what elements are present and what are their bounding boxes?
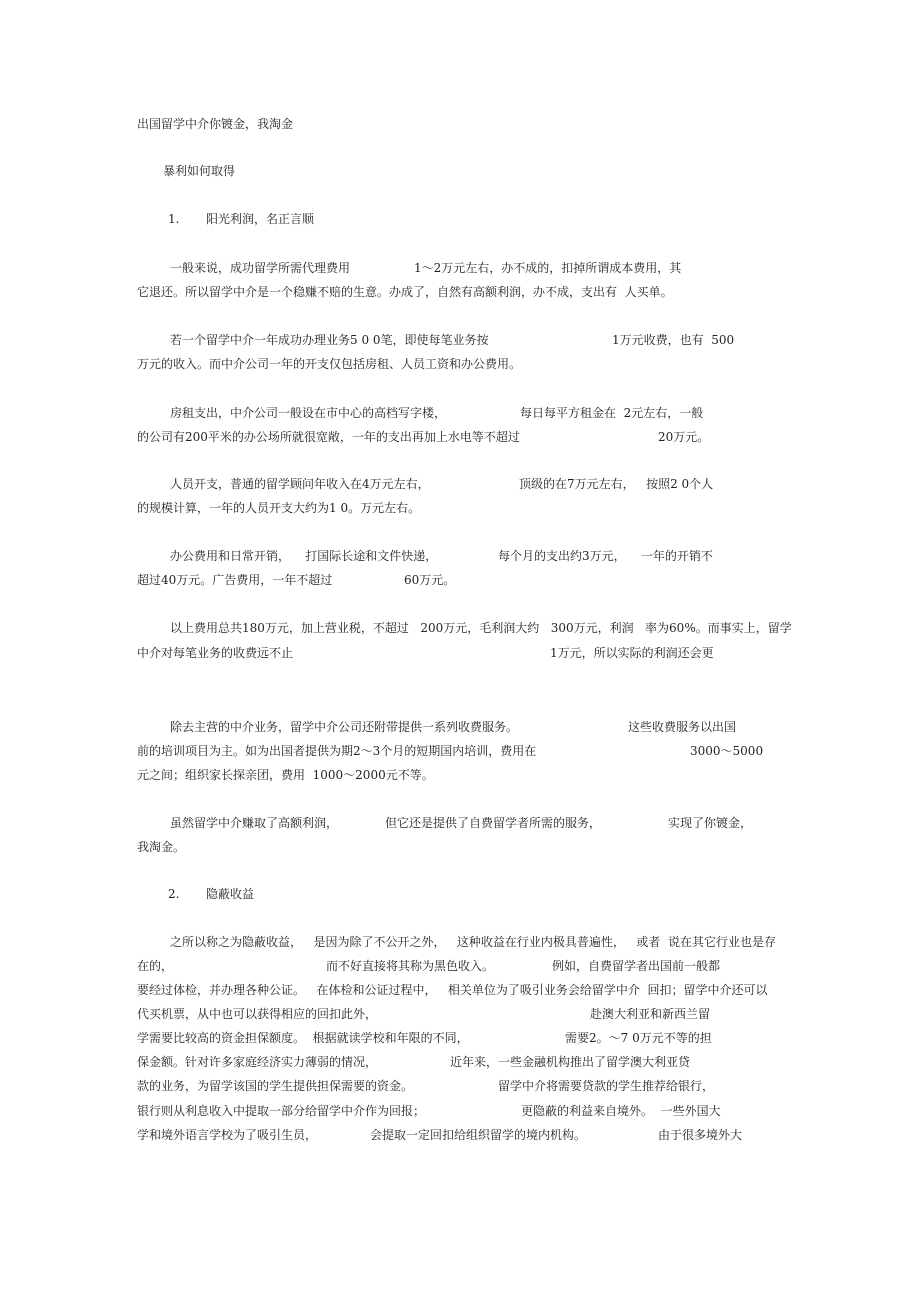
paragraph-line: 实现了你镀金， xyxy=(668,816,753,830)
paragraph-line: 需要2。～7 0万元不等的担 xyxy=(565,1031,712,1045)
paragraph-line: 的规模计算，一年的人员开支大约为1 0。万元左右。 xyxy=(137,501,421,515)
paragraph-line: 在的， xyxy=(137,959,174,973)
paragraph-line: 代买机票，从中也可以获得相应的回扣此外， xyxy=(137,1007,378,1021)
paragraph-line: 人员开支，普通的留学顾问年收入在4万元左右， xyxy=(170,477,430,491)
paragraph-line: 元之间；组织家长探亲团，费用 1000～2000元不等。 xyxy=(137,768,434,782)
paragraph-line: 1～2万元左右，办不成的，扣掉所谓成本费用，其 xyxy=(414,261,682,275)
paragraph-line: 虽然留学中介赚取了高额利润， xyxy=(170,816,339,830)
paragraph-line: 近年来，一些金融机构推出了留学澳大利亚贷 xyxy=(450,1055,691,1069)
paragraph-line: 但它还是提供了自费留学者所需的服务， xyxy=(385,816,602,830)
paragraph-line: 它退还。所以留学中介是一个稳赚不赔的生意。办成了，自然有高额利润，办不成，支出有 人买单。 xyxy=(137,285,673,299)
paragraph-line: 中介对每笔业务的收费远不止 xyxy=(137,646,294,660)
paragraph-line: 银行则从利息收入中提取一部分给留学中介作为回报； xyxy=(137,1104,426,1118)
paragraph-line: 每个月的支出约3万元， 一年的开销不 xyxy=(498,549,713,563)
section-heading: 暴利如何取得 xyxy=(163,164,236,178)
heading-2-number: 2. xyxy=(168,887,180,901)
paragraph-line: 60万元。 xyxy=(404,573,456,587)
paragraph-line: 1万元，所以实际的利润还会更 xyxy=(550,646,714,660)
paragraph-line: 的公司有200平米的办公场所就很宽敞，一年的支出再加上水电等不超过 xyxy=(137,430,520,444)
paragraph-line: 保金额。针对许多家庭经济实力薄弱的情况， xyxy=(137,1055,378,1069)
paragraph-line: 学和境外语言学校为了吸引生员， xyxy=(137,1128,318,1142)
paragraph-line: 除去主营的中介业务，留学中介公司还附带提供一系列收费服务。 xyxy=(170,720,519,734)
paragraph-line: 要经过体检，并办理各种公证。 在体检和公证过程中， 相关单位为了吸引业务会给留学中介 回扣；留学中介还可以 xyxy=(137,983,768,997)
heading-1-number: 1. xyxy=(168,212,180,226)
paragraph-line: 顶级的在7万元左右， 按照2 0个人 xyxy=(519,477,714,491)
paragraph-line: 办公费用和日常开销， 打国际长途和文件快递， xyxy=(170,549,438,563)
paragraph-line: 之所以称之为隐蔽收益， 是因为除了不公开之外， 这种收益在行业内极具普遍性， 或者 说在其它行业也是存 xyxy=(170,935,776,949)
paragraph-line: 留学中介将需要贷款的学生推荐给银行， xyxy=(498,1079,715,1093)
paragraph-line: 例如，自费留学者出国前一般都 xyxy=(552,959,721,973)
paragraph-line: 万元的收入。而中介公司一年的开支仅包括房租、人员工资和办公费用。 xyxy=(137,357,522,371)
paragraph-line: 超过40万元。广告费用，一年不超过 xyxy=(137,573,333,587)
paragraph-line: 会提取一定回扣给组织留学的境内机构。 xyxy=(370,1128,587,1142)
heading-1-text: 阳光利润，名正言顺 xyxy=(206,212,315,226)
paragraph-line: 房租支出，中介公司一般设在市中心的高档写字楼， xyxy=(170,406,447,420)
paragraph-line: 这些收费服务以出国 xyxy=(628,720,737,734)
paragraph-line: 若一个留学中介一年成功办理业务5 0 0笔，即使每笔业务按 xyxy=(170,333,489,347)
paragraph-line: 20万元。 xyxy=(658,430,710,444)
paragraph-line: 前的培训项目为主。如为出国者提供为期2～3个月的短期国内培训，费用在 xyxy=(137,744,537,758)
paragraph-line: 每日每平方租金在 2元左右，一般 xyxy=(520,406,704,420)
paragraph-line: 3000～5000 xyxy=(690,744,764,758)
paragraph-line: 我淘金。 xyxy=(137,840,186,854)
paragraph-line: 一般来说，成功留学所需代理费用 xyxy=(170,261,351,275)
document-title: 出国留学中介你镀金，我淘金 xyxy=(137,117,294,131)
paragraph-line: 款的业务，为留学该国的学生提供担保需要的资金。 xyxy=(137,1079,414,1093)
paragraph-line: 1万元收费，也有 500 xyxy=(612,333,735,347)
paragraph-line: 更隐蔽的利益来自境外。 一些外国大 xyxy=(521,1104,721,1118)
paragraph-line: 而不好直接将其称为黑色收入。 xyxy=(326,959,495,973)
paragraph-line: 以上费用总共180万元，加上营业税，不超过 200万元，毛利润大约 300万元，利润 率为60%。而事实上，留学 xyxy=(170,621,792,635)
paragraph-line: 学需要比较高的资金担保额度。 根据就读学校和年限的不同， xyxy=(137,1031,469,1045)
heading-2-text: 隐蔽收益 xyxy=(206,887,255,901)
paragraph-line: 由于很多境外大 xyxy=(658,1128,743,1142)
paragraph-line: 赴澳大利亚和新西兰留 xyxy=(590,1007,711,1021)
